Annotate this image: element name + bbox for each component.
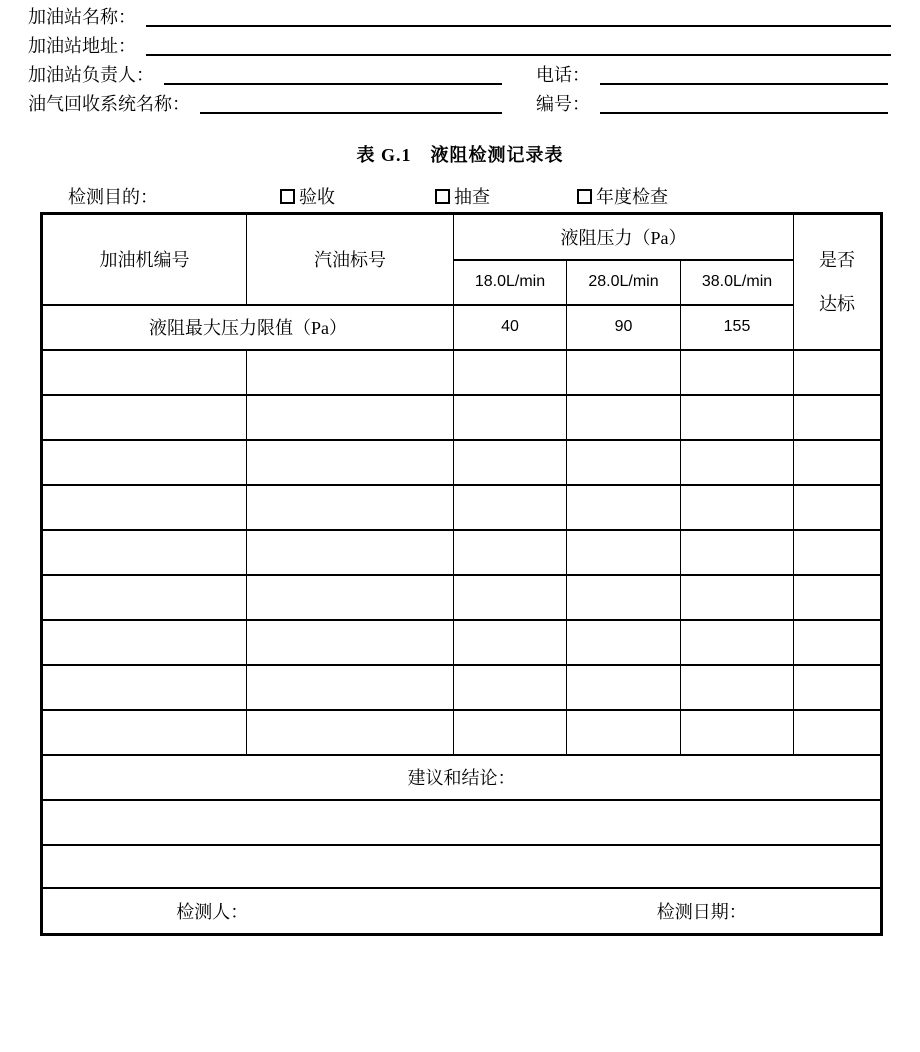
empty-data-row xyxy=(42,620,882,665)
acceptance-label: 验收 xyxy=(299,187,335,207)
empty-data-cell[interactable] xyxy=(567,350,681,395)
empty-data-cell[interactable] xyxy=(794,620,882,665)
empty-data-cell[interactable] xyxy=(567,575,681,620)
empty-data-row xyxy=(42,665,882,710)
station-manager-blank-line[interactable] xyxy=(164,83,502,85)
empty-data-rows xyxy=(42,350,882,755)
empty-data-cell[interactable] xyxy=(42,710,247,755)
empty-data-cell[interactable] xyxy=(454,395,567,440)
acceptance-checkbox[interactable] xyxy=(280,189,295,204)
empty-data-cell[interactable] xyxy=(794,710,882,755)
empty-data-row xyxy=(42,530,882,575)
dispenser-number-header: 加油机编号 xyxy=(42,214,247,305)
pass-header-gap xyxy=(794,269,880,295)
empty-data-cell[interactable] xyxy=(794,575,882,620)
empty-data-cell[interactable] xyxy=(454,485,567,530)
limit-value-38: 155 xyxy=(681,305,794,350)
empty-data-row xyxy=(42,575,882,620)
annual-inspection-label: 年度检查 xyxy=(596,187,668,207)
empty-data-cell[interactable] xyxy=(681,575,794,620)
page-title: 表 G.1 液阻检测记录表 xyxy=(356,145,564,165)
header-rows xyxy=(42,214,882,350)
empty-data-cell[interactable] xyxy=(567,620,681,665)
conclusion-blank-cell-2[interactable] xyxy=(42,845,882,888)
empty-data-row xyxy=(42,485,882,530)
spot-check-checkbox[interactable] xyxy=(435,189,450,204)
serial-number-blank-line[interactable] xyxy=(600,112,888,114)
empty-data-cell[interactable] xyxy=(247,350,454,395)
empty-data-row xyxy=(42,710,882,755)
conclusion-row xyxy=(42,755,882,800)
empty-data-cell[interactable] xyxy=(247,530,454,575)
empty-data-cell[interactable] xyxy=(454,440,567,485)
empty-data-cell[interactable] xyxy=(42,575,247,620)
empty-data-cell[interactable] xyxy=(454,620,567,665)
empty-data-cell[interactable] xyxy=(454,530,567,575)
empty-data-cell[interactable] xyxy=(247,575,454,620)
empty-data-cell[interactable] xyxy=(247,395,454,440)
empty-data-cell[interactable] xyxy=(681,395,794,440)
empty-data-row xyxy=(42,350,882,395)
annual-inspection-checkbox[interactable] xyxy=(577,189,592,204)
field-system-name xyxy=(28,94,888,114)
empty-data-cell[interactable] xyxy=(567,485,681,530)
empty-data-cell[interactable] xyxy=(794,395,882,440)
empty-data-cell[interactable] xyxy=(42,530,247,575)
empty-data-cell[interactable] xyxy=(454,710,567,755)
empty-data-cell[interactable] xyxy=(681,665,794,710)
station-manager-label: 加油站负责人： xyxy=(28,65,154,85)
spot-check-label: 抽查 xyxy=(454,187,490,207)
pressure-limit-row xyxy=(42,305,882,350)
empty-data-cell[interactable] xyxy=(681,710,794,755)
empty-data-cell[interactable] xyxy=(247,665,454,710)
empty-data-row xyxy=(42,395,882,440)
station-name-blank-line[interactable] xyxy=(146,25,891,27)
purpose-option-acceptance[interactable] xyxy=(280,183,335,209)
empty-data-cell[interactable] xyxy=(42,485,247,530)
test-purpose-row xyxy=(0,181,920,207)
empty-data-cell[interactable] xyxy=(794,350,882,395)
empty-data-cell[interactable] xyxy=(681,485,794,530)
pass-header-line2: 达标 xyxy=(819,293,856,314)
pass-header xyxy=(794,214,882,350)
conclusion-blank-cell-1[interactable] xyxy=(42,800,882,845)
record-table xyxy=(40,212,883,936)
pressure-limit-label: 液阻最大压力限值（Pa） xyxy=(42,305,454,350)
signature-cell xyxy=(42,888,882,935)
tester-label[interactable]: 检测人： xyxy=(176,901,249,922)
limit-value-28: 90 xyxy=(567,305,681,350)
field-station-manager xyxy=(28,65,888,85)
flow-rate-1-header: 18.0L/min xyxy=(454,260,567,305)
purpose-option-spot-check[interactable] xyxy=(435,183,490,209)
empty-data-cell[interactable] xyxy=(567,530,681,575)
conclusion-blank-row-1 xyxy=(42,800,882,845)
conclusion-label[interactable]: 建议和结论： xyxy=(42,755,882,800)
table-header-row-1 xyxy=(42,214,882,260)
empty-data-cell[interactable] xyxy=(454,575,567,620)
conclusion-blank-row-2 xyxy=(42,845,882,888)
empty-data-cell[interactable] xyxy=(247,710,454,755)
empty-data-cell[interactable] xyxy=(681,530,794,575)
field-station-name xyxy=(28,7,891,27)
test-purpose-label: 检测目的： xyxy=(68,187,158,207)
pass-header-line1: 是否 xyxy=(819,249,856,270)
phone-label: 电话： xyxy=(536,65,590,85)
flow-rate-3-header: 38.0L/min xyxy=(681,260,794,305)
field-station-address xyxy=(28,36,891,56)
empty-data-cell[interactable] xyxy=(681,350,794,395)
system-name-label: 油气回收系统名称： xyxy=(28,94,190,114)
system-name-blank-line[interactable] xyxy=(200,112,502,114)
empty-data-cell[interactable] xyxy=(794,665,882,710)
gasoline-grade-header: 汽油标号 xyxy=(247,214,454,305)
empty-data-cell[interactable] xyxy=(454,350,567,395)
empty-data-cell[interactable] xyxy=(247,440,454,485)
phone-blank-line[interactable] xyxy=(600,83,888,85)
empty-data-cell[interactable] xyxy=(42,350,247,395)
empty-data-cell[interactable] xyxy=(567,395,681,440)
flow-rate-2-header: 28.0L/min xyxy=(567,260,681,305)
empty-data-cell[interactable] xyxy=(681,440,794,485)
empty-data-row xyxy=(42,440,882,485)
test-date-label[interactable]: 检测日期： xyxy=(656,901,747,922)
empty-data-cell[interactable] xyxy=(454,665,567,710)
purpose-option-annual-inspection[interactable] xyxy=(577,183,668,209)
empty-data-cell[interactable] xyxy=(42,440,247,485)
empty-data-cell[interactable] xyxy=(567,710,681,755)
empty-data-cell[interactable] xyxy=(42,665,247,710)
empty-data-cell[interactable] xyxy=(247,620,454,665)
serial-number-label: 编号： xyxy=(536,94,590,114)
empty-data-cell[interactable] xyxy=(42,395,247,440)
empty-data-cell[interactable] xyxy=(567,440,681,485)
empty-data-cell[interactable] xyxy=(681,620,794,665)
empty-data-cell[interactable] xyxy=(42,620,247,665)
signature-row xyxy=(42,888,882,935)
empty-data-cell[interactable] xyxy=(567,665,681,710)
station-address-label: 加油站地址： xyxy=(28,36,136,56)
station-address-blank-line[interactable] xyxy=(146,54,891,56)
limit-value-18: 40 xyxy=(454,305,567,350)
footer-rows xyxy=(42,755,882,935)
pressure-group-header: 液阻压力（Pa） xyxy=(454,214,794,260)
empty-data-cell[interactable] xyxy=(247,485,454,530)
empty-data-cell[interactable] xyxy=(794,485,882,530)
station-name-label: 加油站名称： xyxy=(28,7,136,27)
empty-data-cell[interactable] xyxy=(794,440,882,485)
empty-data-cell[interactable] xyxy=(794,530,882,575)
